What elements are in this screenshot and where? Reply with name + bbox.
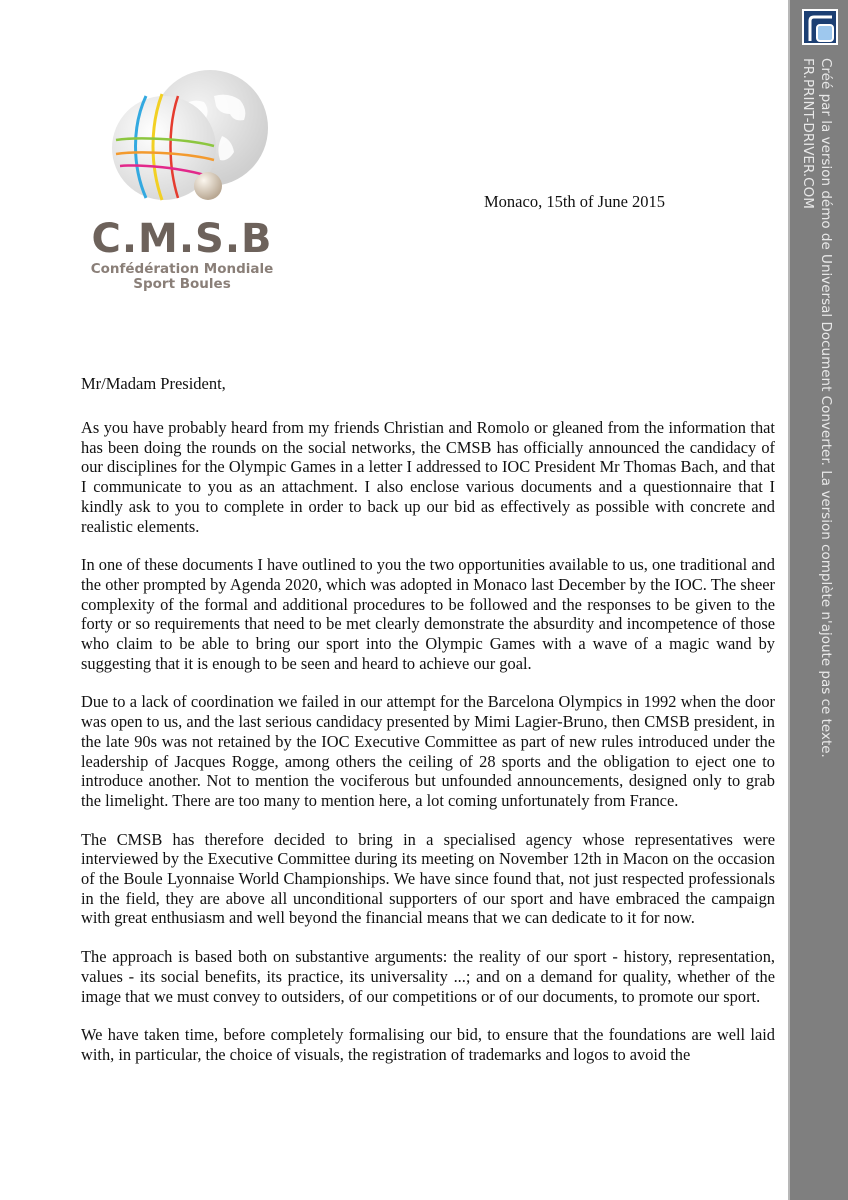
paragraph: The approach is based both on substantive arguments: the reality of our sport - history, representation, values - its social benefits, its practice, its universality ...; and on a demand for quality, whether of the image that we must convey to outsiders, of our competitions or of our documents, to promote our sport. (81, 947, 775, 1006)
logo-name-line1: Confédération Mondiale (90, 261, 274, 277)
logo-organization-name (82, 262, 282, 292)
paragraph: In one of these documents I have outlined to you the two opportunities available to us, one traditional and the other prompted by Agenda 2020, which was adopted in Monaco last December by the IOC. The sheer complexity of the formal and additional procedures to be followed and the responses to be given to the forty or so requirements that need to be met clearly demonstrate the absurdity and incompetence of those who claim to be able to bring our sport into the Olympic Games with a wave of a magic wand by suggesting that it is enough to be seen and heard to achieve our goal. (81, 555, 775, 673)
logo-name-line2: Sport Boules (133, 276, 231, 292)
watermark-sidebar (788, 0, 848, 1200)
paragraph: As you have probably heard from my friends Christian and Romolo or gleaned from the information that has been doing the rounds on the social networks, the CMSB has officially announced the candidacy of our disciplines for the Olympic Games in a letter I addressed to IOC President Mr Thomas Bach, and that I communicate to you as an attachment. I also enclose various documents and a questionnaire that I kindly ask to you to complete in order to back up our bid as effectively as possible with concrete and realistic elements. (81, 418, 775, 536)
globe-boule-icon (82, 66, 282, 216)
paragraph: The CMSB has therefore decided to bring in a specialised agency whose representatives were interviewed by the Executive Committee during its meeting on November 12th in Macon on the occasion of the Boule Lyonnaise World Championships. We have since found that, not just respected professionals in the field, they are above all unconditional supporters of our sport and have embraced the campaign with great enthusiasm and well beyond the financial means that we can dedicate to it for now. (81, 829, 775, 928)
letter-salutation: Mr/Madam President, (81, 374, 226, 393)
cmsb-logo (82, 66, 282, 296)
letter-date: Monaco, 15th of June 2015 (484, 192, 666, 211)
paragraph: Due to a lack of coordination we failed in our attempt for the Barcelona Olympics in 1992 when the door was open to us, and the last serious candidacy presented by Mimi Lagier-Bruno, then CMSB president, in the late 90s was not retained by the IOC Executive Committee as part of new rules introduced under the leadership of Jacques Rogge, among others the ceiling of 28 sports and the obligation to eject one to introduce another. Not to mention the vociferous but unfounded announcements, designed only to grab the limelight. There are too many to mention here, a lot coming unfortunately from France. (81, 692, 775, 810)
paragraph: We have taken time, before completely formalising our bid, to ensure that the foundations are well laid with, in particular, the choice of visuals, the registration of trademarks and logos to avoid the (81, 1025, 775, 1064)
watermark-text: Créé par la version démo de Universal Document Converter. La version complète n'ajoute pas ce texte. (818, 58, 834, 758)
letter-body (81, 418, 775, 1084)
watermark-url: FR.PRINT-DRIVER.COM (800, 58, 816, 209)
logo-acronym: C.M.S.B (91, 216, 273, 262)
universal-document-converter-logo-icon (802, 9, 838, 45)
